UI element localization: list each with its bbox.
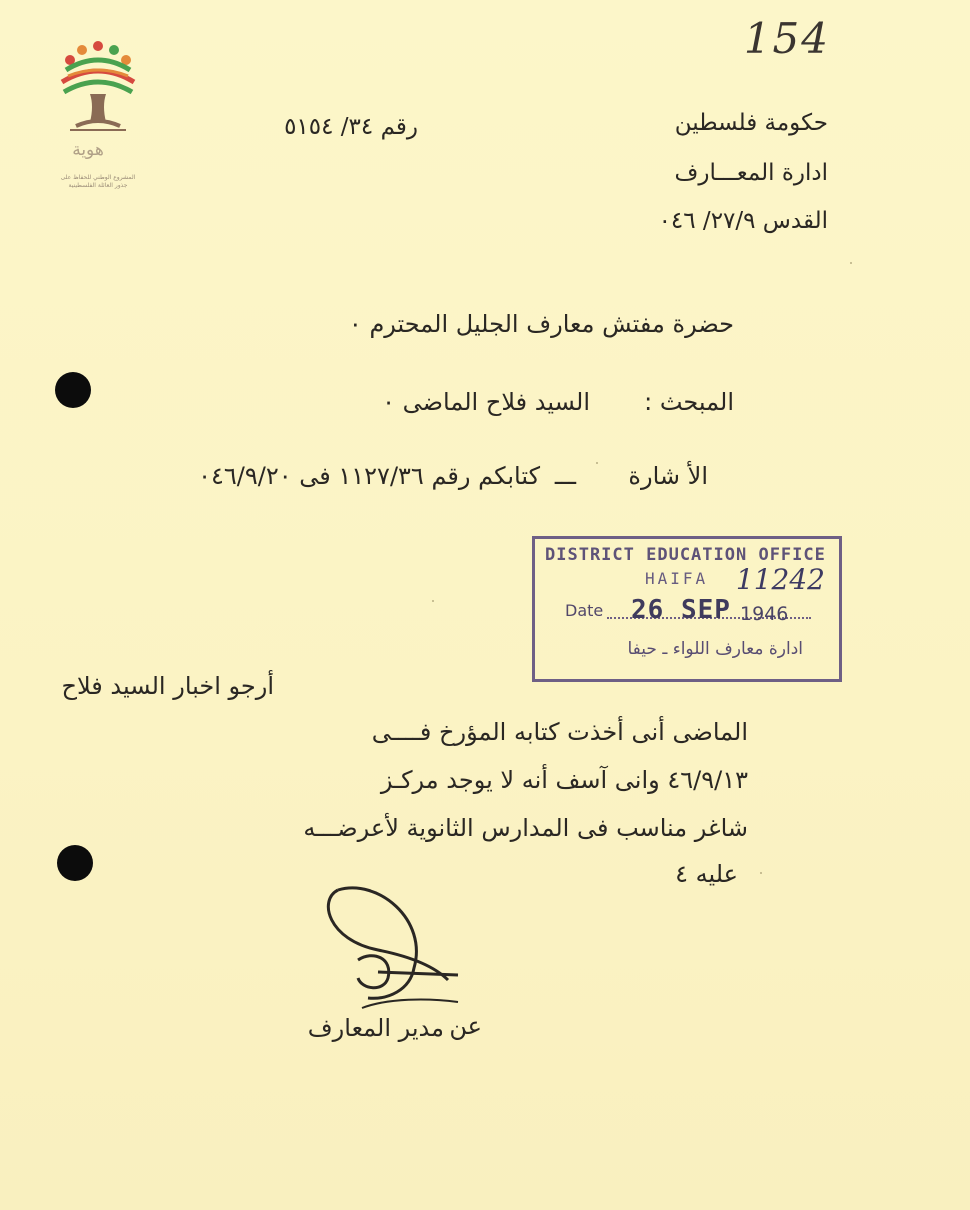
received-stamp xyxy=(532,536,842,682)
subject-value: السيد فلاح الماضى ٠ xyxy=(382,388,590,416)
logo-tagline: جذور العائلة الفلسطينية xyxy=(68,182,128,189)
body-line: شاغر مناسب فى المدارس الثانوية لأعرضـــه xyxy=(303,814,748,842)
signatory-prefix: عن xyxy=(449,1012,482,1040)
reference-number: رقم ٣٤/ ٥١٥٤ xyxy=(284,114,418,140)
stamp-city: HAIFA xyxy=(645,569,709,588)
stamp-year: 1946 xyxy=(740,603,789,625)
stamp-arabic-text: ادارة معارف اللواء ـ حيفا xyxy=(627,639,803,659)
body-line: ٤٦/٩/١٣ وانى آسف أنه لا يوجد مركـز xyxy=(380,766,748,794)
reference-label: الأ شارة xyxy=(628,462,708,490)
department-heading: ادارة المعـــارف xyxy=(674,160,828,186)
punch-hole xyxy=(57,845,93,881)
handwritten-signature xyxy=(318,880,498,1020)
subject-label: المبحث : xyxy=(644,388,734,416)
paper-speck xyxy=(850,262,852,264)
logo-tagline: المشروع الوطني للحفاظ على xyxy=(60,174,136,181)
reference-value: كتابكم رقم ١١٢٧/٣٦ فى ٠٤٦/٩/٢٠ xyxy=(198,462,540,490)
folio-number: 154 xyxy=(743,14,830,63)
body-line: أرجو اخبار السيد فلاح xyxy=(61,672,274,700)
signatory-title: مدير المعارف xyxy=(307,1014,444,1042)
stamp-number: 11242 xyxy=(735,563,825,596)
stamp-date-label: Date xyxy=(565,601,604,620)
addressee: حضرة مفتش معارف الجليل المحترم ٠ xyxy=(348,310,734,338)
organization-logo xyxy=(46,36,150,196)
tree-emblem-icon xyxy=(46,36,150,140)
reference-dash: ـــ xyxy=(554,462,576,490)
government-heading: حكومة فلسطين xyxy=(674,110,828,136)
body-line: عليه ٤ xyxy=(675,860,738,888)
paper-speck xyxy=(760,872,762,874)
stamp-office: DISTRICT EDUCATION OFFICE xyxy=(545,545,826,565)
place-date: القدس ٢٧/٩/ ٠٤٦ xyxy=(658,208,828,234)
paper-speck xyxy=(596,462,598,464)
logo-brand-text: هوية xyxy=(72,140,104,160)
paper-speck xyxy=(432,600,434,602)
punch-hole xyxy=(55,372,91,408)
stamp-date-value: 26 SEP xyxy=(631,595,731,625)
body-line: الماضى أنى أخذت كتابه المؤرخ فــــى xyxy=(371,718,748,746)
